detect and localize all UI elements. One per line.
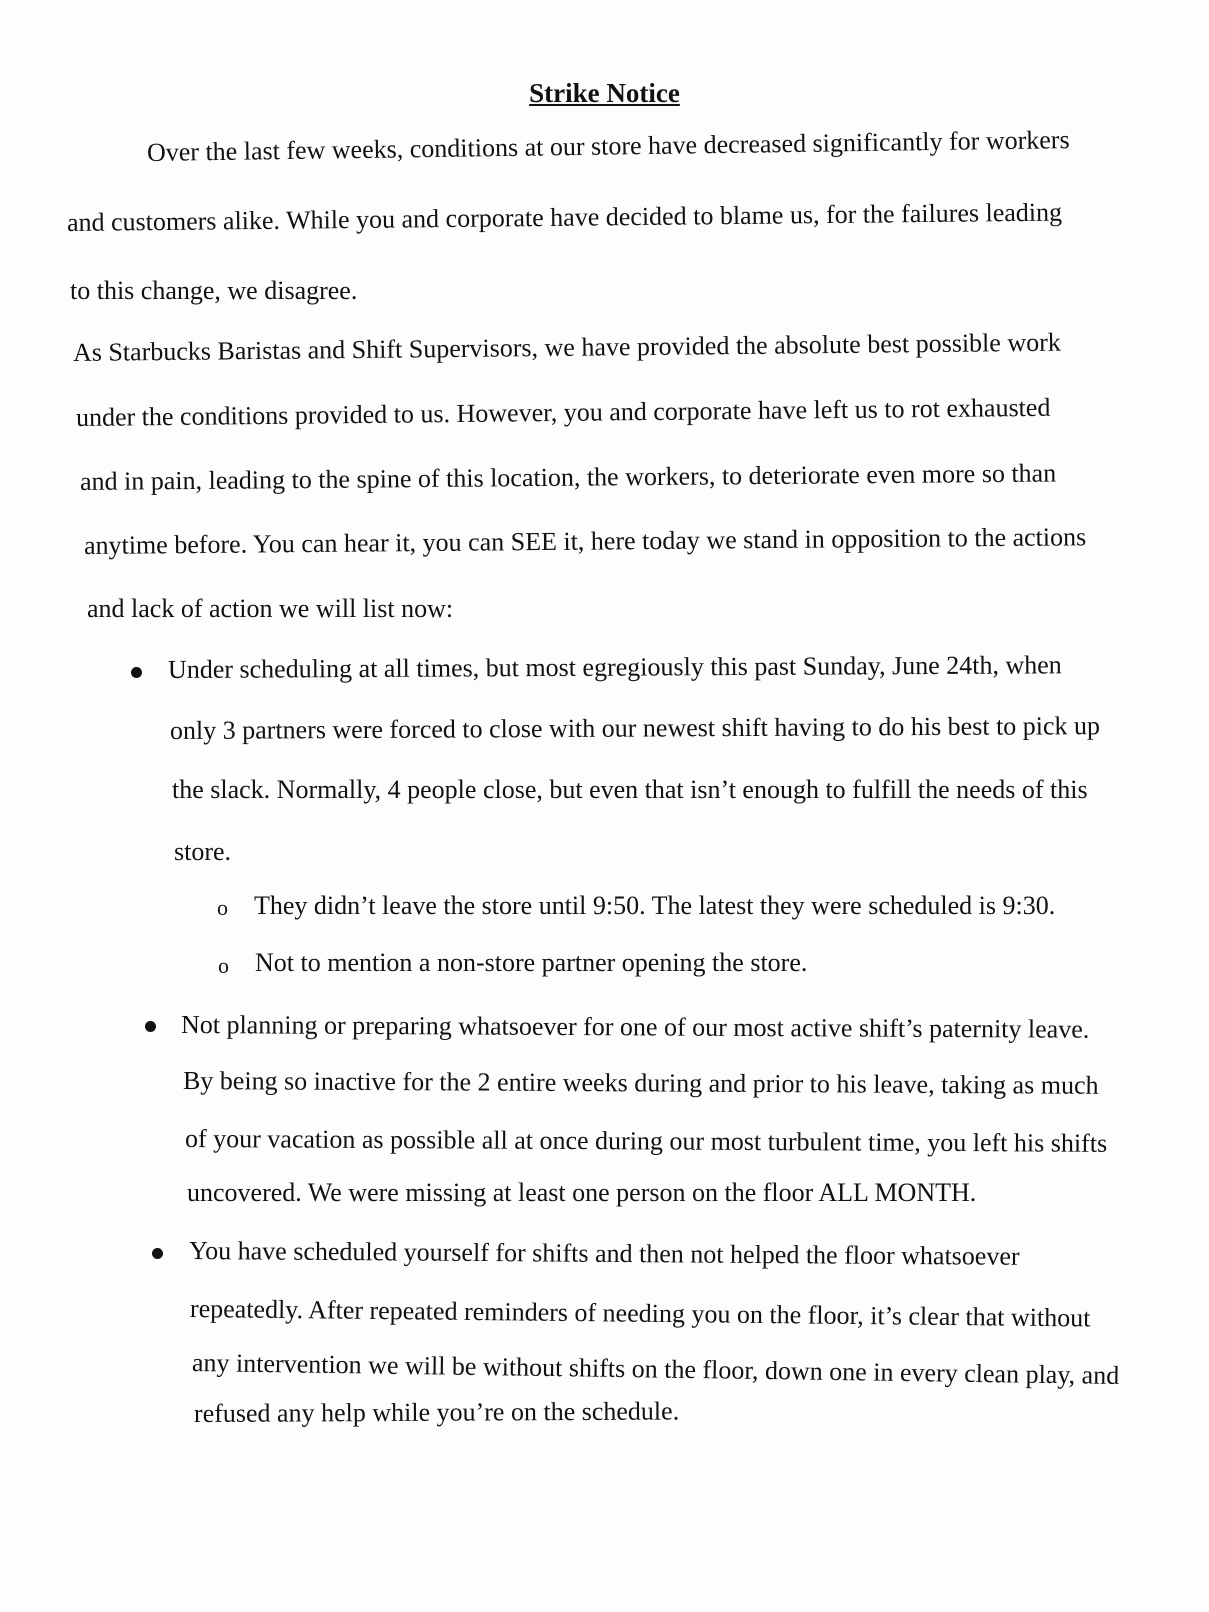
bullet-dot <box>145 1021 156 1032</box>
bullet-3-line: repeatedly. After repeated reminders of needing you on the floor, it’s clear that without <box>189 1294 1091 1333</box>
paragraph-1-line: and customers alike. While you and corporate have decided to blame us, for the failures leading <box>66 197 1063 237</box>
bullet-1-line: store. <box>174 837 232 866</box>
bullet-3-line: refused any help while you’re on the schedule. <box>193 1396 680 1428</box>
bullet-3-line: any intervention we will be without shifts on the floor, down one in every clean play, and <box>191 1348 1120 1390</box>
page-title: Strike Notice <box>529 78 680 108</box>
sub-bullet-marker: o <box>217 895 228 920</box>
paragraph-2-line: and lack of action we will list now: <box>87 594 454 623</box>
sub-bullet-line: They didn’t leave the store until 9:50. The latest they were scheduled is 9:30. <box>254 891 1056 920</box>
bullet-2-line: of your vacation as possible all at once during our most turbulent time, you left his shifts <box>184 1124 1108 1158</box>
paragraph-2-line: under the conditions provided to us. However, you and corporate have left us to rot exhausted <box>75 392 1051 432</box>
sub-bullet-line: Not to mention a non-store partner opening the store. <box>255 948 808 977</box>
bullet-3-line: You have scheduled yourself for shifts and then not helped the floor whatsoever <box>188 1236 1020 1271</box>
paragraph-2-line: and in pain, leading to the spine of this location, the workers, to deteriorate even more so than <box>79 458 1057 496</box>
sub-bullet-marker: o <box>218 953 229 978</box>
bullet-2-line: Not planning or preparing whatsoever for one of our most active shift’s paternity leave. <box>180 1010 1090 1044</box>
bullet-1-line: the slack. Normally, 4 people close, but even that isn’t enough to fulfill the needs of this <box>172 775 1088 804</box>
paragraph-2-line: anytime before. You can hear it, you can SEE it, here today we stand in opposition to the actions <box>83 522 1087 560</box>
bullet-dot <box>131 667 142 678</box>
bullet-dot <box>152 1248 163 1259</box>
paragraph-1-line: to this change, we disagree. <box>70 276 358 305</box>
paragraph-2-line: As Starbucks Baristas and Shift Supervisors, we have provided the absolute best possible work <box>72 327 1061 367</box>
bullet-1-line: Under scheduling at all times, but most egregiously this past Sunday, June 24th, when <box>167 650 1062 684</box>
bullet-1-line: only 3 partners were forced to close with our newest shift having to do his best to pick up <box>169 711 1101 745</box>
paragraph-1-line: Over the last few weeks, conditions at our store have decreased significantly for workers <box>146 125 1070 167</box>
bullet-2-line: By being so inactive for the 2 entire weeks during and prior to his leave, taking as much <box>182 1066 1099 1100</box>
bullet-2-line: uncovered. We were missing at least one person on the floor ALL MONTH. <box>187 1178 977 1207</box>
